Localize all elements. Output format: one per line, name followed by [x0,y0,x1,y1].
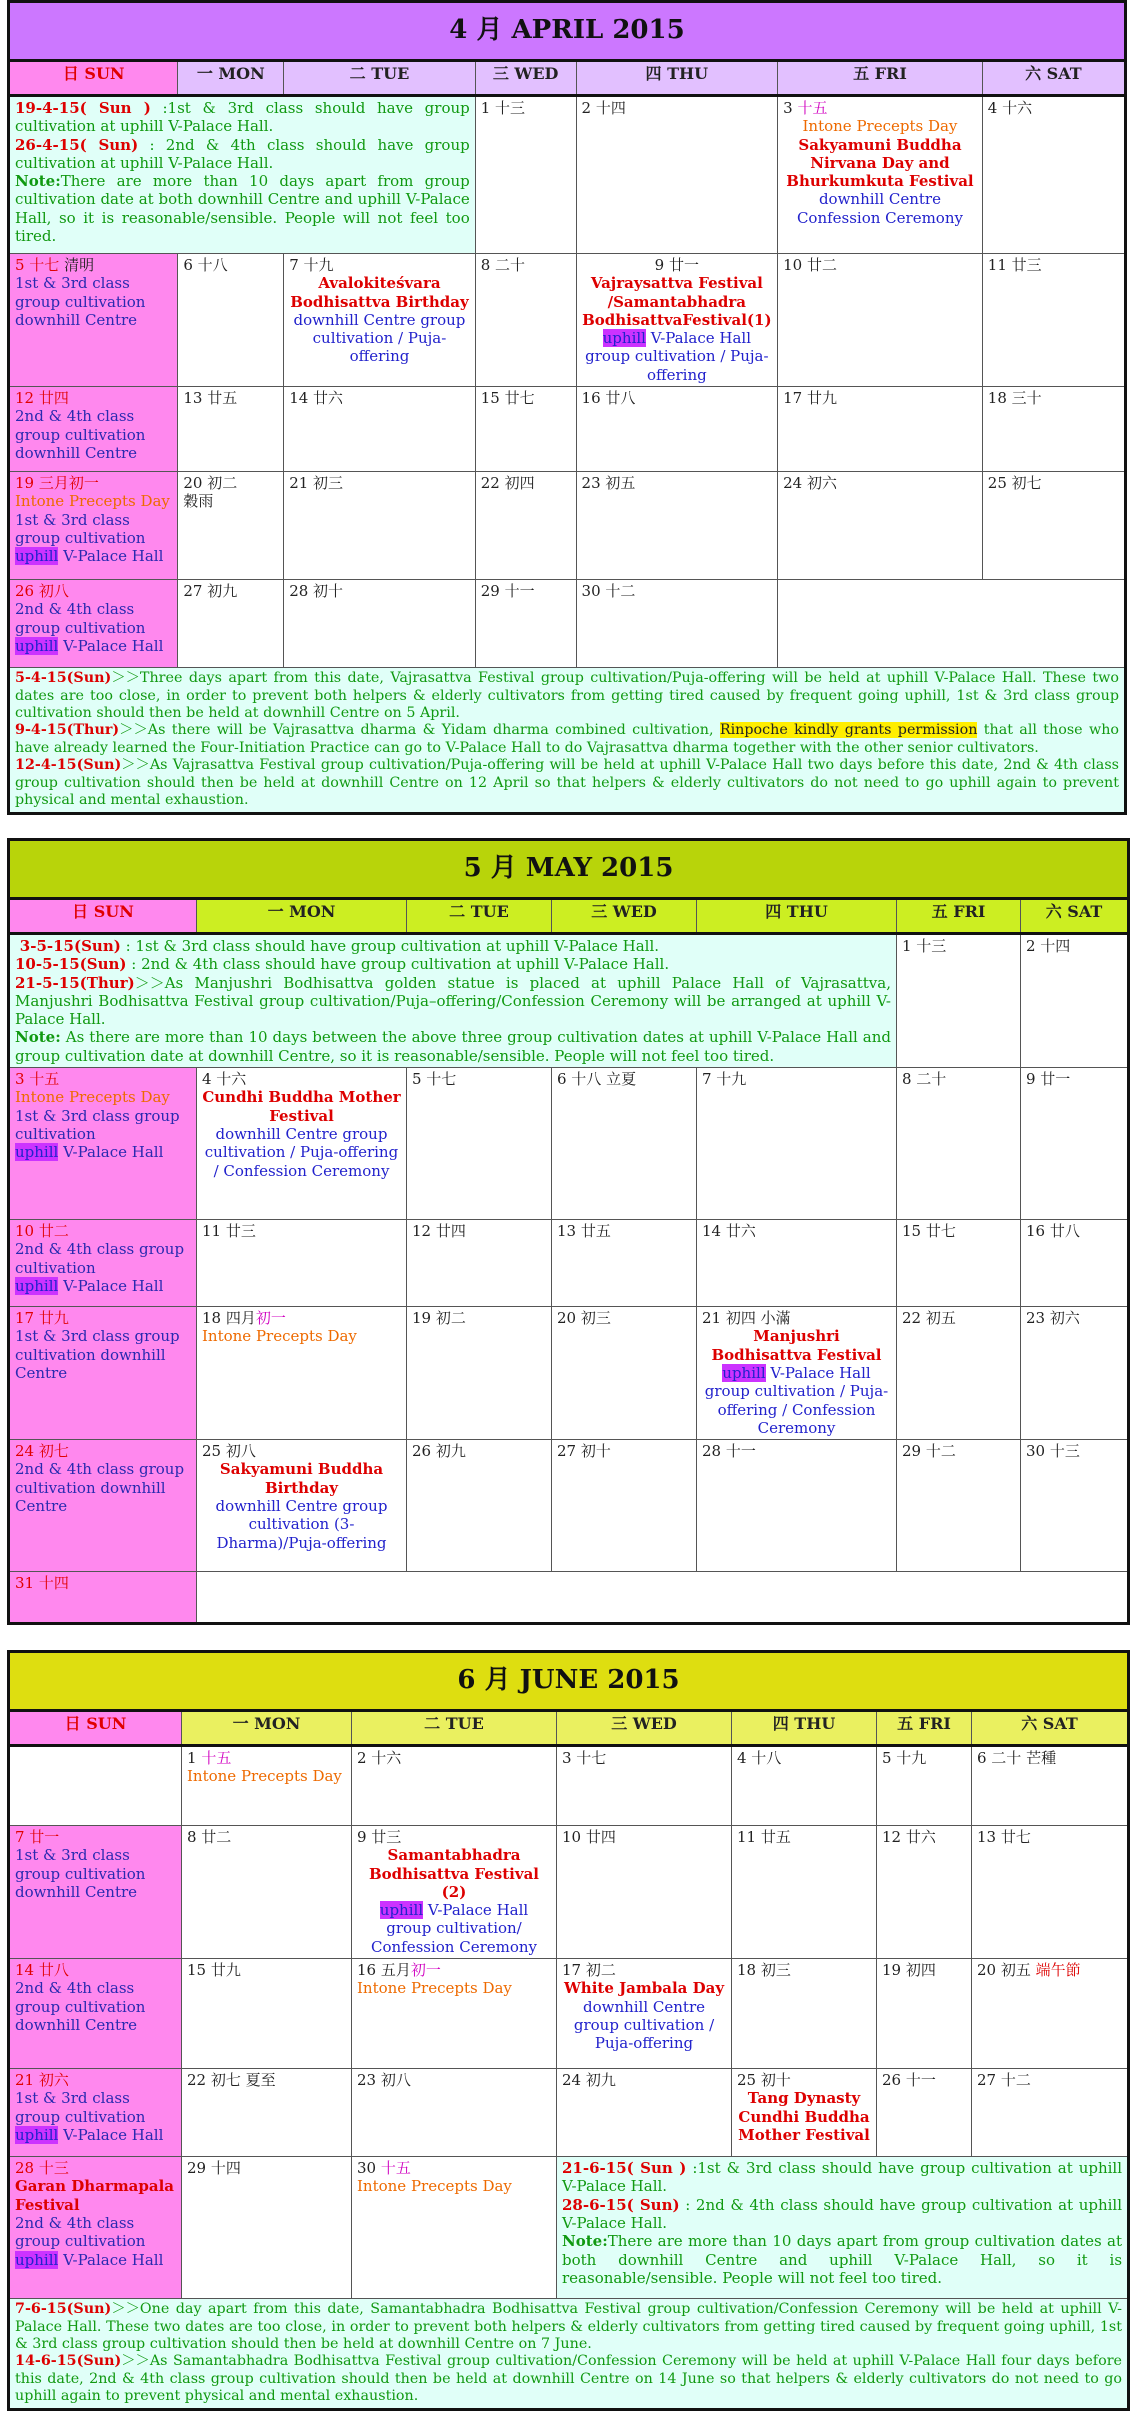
empty-cell [778,580,1126,668]
day-cell: 4 十六 Cundhi Buddha Mother Festival downhill Centre group cultivation / Puja-offering / Confession Ceremony [197,1068,407,1220]
june-calendar [7,1650,1127,2411]
weekday-header: 二 TUE [284,61,476,96]
day-cell: 29 十一 [475,580,576,668]
day-cell: 9 廿三 Samantabhadra Bodhisattva Festival (2) uphill V-Palace Hall group cultivation/ Confession Ceremony [352,1826,557,1959]
empty-cell [197,1572,1129,1624]
day-cell: 8 二十 [475,254,576,387]
day-cell: 5 十九 [877,1746,972,1826]
empty-cell [9,1746,182,1826]
day-cell: 3 十五 Intone Precepts Day Sakyamuni Buddha Nirvana Day and Bhurkumkuta Festival downhill Centre Confession Ceremony [778,96,983,254]
weekday-header: 一 MON [178,61,284,96]
day-cell: 4 十六 [982,96,1125,254]
sunday-cell: 26 初八 2nd & 4th class group cultivation uphill V-Palace Hall [9,580,178,668]
day-cell: 11 廿三 [197,1220,407,1307]
day-cell: 8 二十 [897,1068,1021,1220]
weekday-header: 三 WED [557,1711,732,1746]
sunday-cell: 14 廿八 2nd & 4th class group cultivation downhill Centre [9,1959,182,2069]
day-cell: 15 廿七 [475,387,576,472]
month-footnote: 7-6-15(Sun)＞＞One day apart from this date, Samantabhadra Bodhisattva Festival group cultivation/Confession Ceremony will be held at uphill V-Palace Hall. These two dates are too close, in order to prevent both helpers & elderly cultivators from getting tired caused by frequent going uphill, 1st & 3rd class group cultivation should then be held at downhill Centre on 7 June. 14-6-15(Sun)＞＞As Samantabhadra Bodhisattva Festival group cultivation/Confession Ceremony will be held at uphill V-Palace Hall four days before this date, 2nd & 4th class group cultivation should then be held at downhill Centre on 14 June so that helpers & elderly cultivators do not need to go uphill again to prevent physical and mental exhaustion. [9,2299,1129,2410]
day-cell: 13 廿七 [972,1826,1129,1959]
sunday-cell: 28 十三 Garan Dharmapala Festival 2nd & 4th class group cultivation uphill V-Palace Hall [9,2157,182,2299]
weekday-header: 四 THU [697,899,897,934]
month-title: 4 月 APRIL 2015 [9,2,1126,61]
day-cell: 1 十五 Intone Precepts Day [182,1746,352,1826]
day-cell: 15 廿七 [897,1220,1021,1307]
day-cell: 11 廿三 [982,254,1125,387]
weekday-header: 六 SAT [972,1711,1129,1746]
day-cell: 14 廿六 [284,387,476,472]
day-cell: 24 初六 [778,472,983,580]
day-cell: 25 初七 [982,472,1125,580]
sunday-cell: 10 廿二 2nd & 4th class group cultivation uphill V-Palace Hall [9,1220,197,1307]
day-cell: 9 廿一 Vajraysattva Festival /Samantabhadra BodhisattvaFestival(1) uphill V-Palace Hall group cultivation / Puja-offering [576,254,778,387]
week-note: 19-4-15( Sun ) :1st & 3rd class should have group cultivation at uphill V-Palace Hall. 26-4-15( Sun) : 2nd & 4th class should have group cultivation at uphill V-Palace Hall. Note:There are more than 10 days apart from group cultivation date at both downhill Centre and uphill V-Palace Hall, so it is reasonable/sensible. People will not feel too tired. [9,96,476,254]
day-cell: 30 十二 [576,580,778,668]
day-cell: 23 初六 [1021,1307,1129,1440]
sunday-cell: 19 三月初一 Intone Precepts Day 1st & 3rd class group cultivation uphill V-Palace Hall [9,472,178,580]
weekday-header: 日 SUN [9,1711,182,1746]
day-cell: 10 廿二 [778,254,983,387]
day-cell: 19 初四 [877,1959,972,2069]
day-cell: 18 三十 [982,387,1125,472]
day-cell: 2 十四 [1021,934,1129,1068]
day-cell: 7 十九 Avalokiteśvara Bodhisattva Birthday downhill Centre group cultivation / Puja-offering [284,254,476,387]
day-cell: 6 二十 芒種 [972,1746,1129,1826]
day-cell: 14 廿六 [697,1220,897,1307]
may-calendar [7,838,1127,1625]
day-cell: 25 初八 Sakyamuni Buddha Birthday downhill Centre group cultivation (3-Dharma)/Puja-offering [197,1440,407,1572]
month-title: 5 月 MAY 2015 [9,840,1129,899]
week-note: 21-6-15( Sun ) :1st & 3rd class should have group cultivation at uphill V-Palace Hall. 28-6-15( Sun) : 2nd & 4th class should have group cultivation at uphill V-Palace Hall. Note:There are more than 10 days apart from group cultivation dates at both downhill Centre and uphill V-Palace Hall, so it is reasonable/sensible. People will not feel too tired. [557,2157,1129,2299]
day-cell: 9 廿一 [1021,1068,1129,1220]
day-cell: 5 十七 [407,1068,552,1220]
day-cell: 27 初十 [552,1440,697,1572]
weekday-header: 二 TUE [407,899,552,934]
day-cell: 19 初二 [407,1307,552,1440]
day-cell: 6 十八 [178,254,284,387]
weekday-header: 三 WED [475,61,576,96]
day-cell: 13 廿五 [178,387,284,472]
sunday-cell: 3 十五 Intone Precepts Day 1st & 3rd class group cultivation uphill V-Palace Hall [9,1068,197,1220]
day-cell: 26 十一 [877,2069,972,2157]
month-footnote: 5-4-15(Sun)＞＞Three days apart from this date, Vajrasattva Festival group cultivation/Puja-offering will be held at uphill V-Palace Hall. These two dates are too close, in order to prevent both helpers & elderly cultivators from getting tired caused by frequent going uphill, 1st & 3rd class group cultivation should then be held at downhill Centre on 5 April. 9-4-15(Thur)＞＞As there will be Vajrasattva dharma & Yidam dharma combined cultivation, Rinpoche kindly grants permission that all those who have already learned the Four-Initiation Practice can go to V-Palace Hall to do Vajrasattva dharma together with the other senior cultivators. 12-4-15(Sun)＞＞As Vajrasattva Festival group cultivation/Puja-offering will be held at uphill V-Palace Hall two days before this date, 2nd & 4th class group cultivation should then be held at downhill Centre on 12 April so that helpers & elderly cultivators do not need to go uphill again to prevent physical and mental exhaustion. [9,668,1126,814]
day-cell: 20 初五 端午節 [972,1959,1129,2069]
day-cell: 30 十五 Intone Precepts Day [352,2157,557,2299]
april-calendar [7,0,1127,815]
day-cell: 18 四月初一 Intone Precepts Day [197,1307,407,1440]
day-cell: 16 廿八 [576,387,778,472]
day-cell: 18 初三 [732,1959,877,2069]
sunday-cell: 17 廿九 1st & 3rd class group cultivation downhill Centre [9,1307,197,1440]
day-cell: 12 廿六 [877,1826,972,1959]
weekday-header: 五 FRI [877,1711,972,1746]
day-cell: 8 廿二 [182,1826,352,1959]
week-note: 3-5-15(Sun) : 1st & 3rd class should have group cultivation at uphill V-Palace Hall. 10-5-15(Sun) : 2nd & 4th class should have group cultivation at uphill V-Palace Hall. 21-5-15(Thur)＞＞As Manjushri Bodhisattva golden statue is placed at uphill Palace Hall of Vajrasattva, Manjushri Bodhisattva Festival group cultivation/Puja–offering/Confession Ceremony will be arranged at uphill V-Palace Hall. Note: As there are more than 10 days between the above three group cultivation dates at uphill V-Palace Hall and group cultivation date at downhill Centre, so it is reasonable/sensible. People will not feel too tired. [9,934,897,1068]
day-cell: 17 初二 White Jambala Day downhill Centre group cultivation / Puja-offering [557,1959,732,2069]
day-cell: 20 初二 穀雨 [178,472,284,580]
weekday-header: 一 MON [182,1711,352,1746]
day-cell: 12 廿四 [407,1220,552,1307]
day-cell: 29 十二 [897,1440,1021,1572]
sunday-cell: 7 廿一 1st & 3rd class group cultivation downhill Centre [9,1826,182,1959]
day-cell: 27 初九 [178,580,284,668]
sunday-cell: 21 初六 1st & 3rd class group cultivation uphill V-Palace Hall [9,2069,182,2157]
day-cell: 25 初十 Tang Dynasty Cundhi Buddha Mother Festival [732,2069,877,2157]
day-cell: 30 十三 [1021,1440,1129,1572]
day-cell: 28 十一 [697,1440,897,1572]
day-cell: 17 廿九 [778,387,983,472]
day-cell: 22 初四 [475,472,576,580]
weekday-header: 日 SUN [9,61,178,96]
day-cell: 26 初九 [407,1440,552,1572]
day-cell: 20 初三 [552,1307,697,1440]
day-cell: 1 十三 [475,96,576,254]
day-cell: 10 廿四 [557,1826,732,1959]
day-cell: 22 初七 夏至 [182,2069,352,2157]
day-cell: 15 廿九 [182,1959,352,2069]
weekday-header: 四 THU [732,1711,877,1746]
weekday-header: 六 SAT [982,61,1125,96]
day-cell: 13 廿五 [552,1220,697,1307]
sunday-cell: 31 十四 [9,1572,197,1624]
sunday-cell: 12 廿四 2nd & 4th class group cultivation downhill Centre [9,387,178,472]
day-cell: 21 初四 小滿 Manjushri Bodhisattva Festival uphill V-Palace Hall group cultivation / Puja-offering / Confession Ceremony [697,1307,897,1440]
weekday-header: 六 SAT [1021,899,1129,934]
weekday-header: 四 THU [576,61,778,96]
day-cell: 6 十八 立夏 [552,1068,697,1220]
weekday-header: 三 WED [552,899,697,934]
weekday-header: 二 TUE [352,1711,557,1746]
day-cell: 23 初五 [576,472,778,580]
day-cell: 2 十四 [576,96,778,254]
month-title: 6 月 JUNE 2015 [9,1652,1129,1711]
weekday-header: 五 FRI [778,61,983,96]
sunday-cell: 24 初七 2nd & 4th class group cultivation downhill Centre [9,1440,197,1572]
day-cell: 16 五月初一 Intone Precepts Day [352,1959,557,2069]
weekday-header: 五 FRI [897,899,1021,934]
day-cell: 2 十六 [352,1746,557,1826]
day-cell: 23 初八 [352,2069,557,2157]
day-cell: 1 十三 [897,934,1021,1068]
weekday-header: 一 MON [197,899,407,934]
day-cell: 24 初九 [557,2069,732,2157]
sunday-cell: 5 十七 清明 1st & 3rd class group cultivation downhill Centre [9,254,178,387]
day-cell: 11 廿五 [732,1826,877,1959]
day-cell: 4 十八 [732,1746,877,1826]
day-cell: 22 初五 [897,1307,1021,1440]
day-cell: 16 廿八 [1021,1220,1129,1307]
day-cell: 28 初十 [284,580,476,668]
day-cell: 21 初三 [284,472,476,580]
day-cell: 7 十九 [697,1068,897,1220]
day-cell: 3 十七 [557,1746,732,1826]
day-cell: 27 十二 [972,2069,1129,2157]
weekday-header: 日 SUN [9,899,197,934]
day-cell: 29 十四 [182,2157,352,2299]
